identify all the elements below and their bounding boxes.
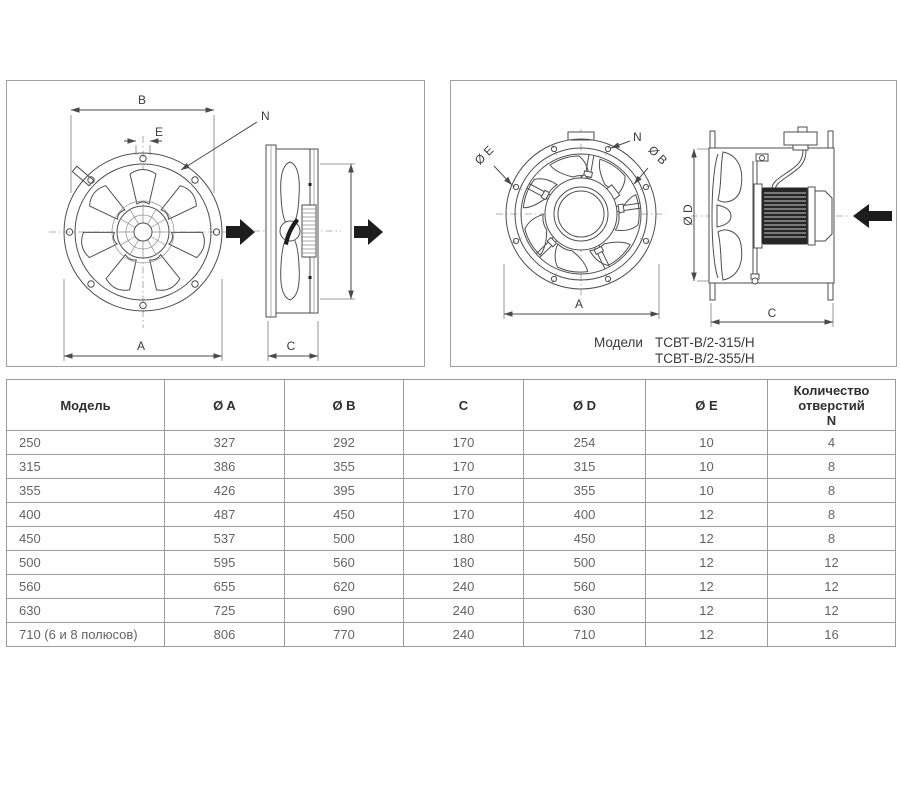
- cell: 500: [524, 551, 646, 575]
- table-row: [7, 599, 896, 623]
- cell: 560: [285, 551, 404, 575]
- label-n: N: [261, 109, 270, 123]
- airflow-arrow-icon: [354, 219, 383, 245]
- cell: 8: [768, 527, 896, 551]
- cell: 254: [524, 431, 646, 455]
- cell: 450: [524, 527, 646, 551]
- cell-model: 560: [7, 575, 165, 599]
- label-n: N: [633, 130, 642, 144]
- table-row: [7, 479, 896, 503]
- blade-profile-upper: [281, 162, 300, 228]
- cell: 500: [285, 527, 404, 551]
- cell: 180: [404, 551, 524, 575]
- dim-label-b: B: [137, 93, 147, 107]
- cell-model: 630: [7, 599, 165, 623]
- header-holes-line: N: [826, 412, 837, 428]
- cell: 655: [165, 575, 285, 599]
- dimension-d: [681, 149, 709, 281]
- dimension-c: [711, 303, 833, 327]
- cell: 806: [165, 623, 285, 647]
- cell: 12: [768, 575, 896, 599]
- cell: 10: [646, 431, 768, 455]
- cell: 292: [285, 431, 404, 455]
- cell: 12: [646, 623, 768, 647]
- fan-side-view: [253, 145, 383, 361]
- airflow-arrow-icon: [226, 219, 255, 245]
- cell: 8: [768, 455, 896, 479]
- cell: 170: [404, 479, 524, 503]
- table-row: [7, 431, 896, 455]
- cell: 450: [285, 503, 404, 527]
- cell: 770: [285, 623, 404, 647]
- motor: [754, 184, 832, 248]
- cell: 426: [165, 479, 285, 503]
- junction-box: [784, 127, 817, 150]
- right-panel-drawing: [451, 81, 894, 364]
- cell-model: 450: [7, 527, 165, 551]
- dim-label-d: Ø D: [681, 204, 695, 226]
- table-row: [7, 527, 896, 551]
- cell: 10: [646, 455, 768, 479]
- dim-label-e: Ø E: [471, 142, 497, 168]
- cell: 620: [285, 575, 404, 599]
- hub-starburst: [117, 206, 169, 258]
- dim-label-c: C: [767, 306, 777, 320]
- cell: 16: [768, 623, 896, 647]
- cell: 12: [646, 503, 768, 527]
- model-name: ТСВТ-В/2-355/Н: [655, 351, 755, 364]
- cell: 710: [524, 623, 646, 647]
- cell: 487: [165, 503, 285, 527]
- dimension-e: [124, 125, 163, 155]
- cell: 170: [404, 431, 524, 455]
- dim-label-a: A: [136, 339, 146, 353]
- cell-model: 315: [7, 455, 165, 479]
- cell: 595: [165, 551, 285, 575]
- cell: 560: [524, 575, 646, 599]
- cell: 240: [404, 623, 524, 647]
- header-model: Модель: [7, 380, 165, 431]
- drawing-panel-left: [6, 80, 425, 367]
- cell: 12: [646, 551, 768, 575]
- cell-model: 710 (6 и 8 полюсов): [7, 623, 165, 647]
- cell: 386: [165, 455, 285, 479]
- callout-e: [472, 143, 512, 185]
- cell-model: 500: [7, 551, 165, 575]
- cell-model: 250: [7, 431, 165, 455]
- cell: 180: [404, 527, 524, 551]
- left-panel-drawing: [7, 81, 422, 364]
- cell: 12: [768, 551, 896, 575]
- cell: 725: [165, 599, 285, 623]
- cell: 12: [768, 599, 896, 623]
- fan-front-view: [472, 129, 670, 319]
- blade-profile-lower: [281, 234, 300, 300]
- cell: 537: [165, 527, 285, 551]
- dimension-c: [268, 321, 318, 361]
- cell-model: 355: [7, 479, 165, 503]
- cell: 170: [404, 455, 524, 479]
- cell: 315: [524, 455, 646, 479]
- cell: 240: [404, 599, 524, 623]
- callout-n: [611, 130, 642, 148]
- header-holes-line: отверстий: [798, 397, 865, 413]
- header-dia-d: Ø D: [524, 380, 646, 431]
- dim-label-a: A: [574, 297, 584, 311]
- dim-label-c: C: [286, 339, 296, 353]
- dim-label-b: Ø B: [645, 142, 671, 168]
- models-caption-block: [594, 335, 755, 364]
- table-row: [7, 575, 896, 599]
- header-holes-line: Количество: [793, 382, 870, 398]
- dimension-inner-dia: [320, 164, 355, 299]
- table-row: [7, 503, 896, 527]
- models-caption: Модели: [594, 335, 643, 350]
- airflow-arrow-icon: [853, 204, 892, 228]
- cell: 10: [646, 479, 768, 503]
- fan-side-view-motor: [681, 127, 892, 327]
- header-dia-e: Ø E: [646, 380, 768, 431]
- table-header-row: [7, 380, 896, 431]
- cell-model: 400: [7, 503, 165, 527]
- header-dia-b: Ø B: [285, 380, 404, 431]
- cell: 12: [646, 599, 768, 623]
- dimensions-table: [6, 379, 896, 647]
- cell: 630: [524, 599, 646, 623]
- cell: 395: [285, 479, 404, 503]
- dim-label-e: E: [155, 125, 164, 139]
- cell: 355: [285, 455, 404, 479]
- cell: 170: [404, 503, 524, 527]
- header-dia-a: Ø A: [165, 380, 285, 431]
- cell: 690: [285, 599, 404, 623]
- callout-n: [181, 109, 270, 170]
- table-row: [7, 551, 896, 575]
- drawing-panel-right: [450, 80, 897, 367]
- table-row: [7, 623, 896, 647]
- cell: 4: [768, 431, 896, 455]
- cell: 12: [646, 575, 768, 599]
- hub-ring: [545, 178, 617, 250]
- cell: 12: [646, 527, 768, 551]
- cell: 400: [524, 503, 646, 527]
- cell: 240: [404, 575, 524, 599]
- callout-b: [634, 143, 670, 184]
- cell: 327: [165, 431, 285, 455]
- header-holes-count: [768, 380, 896, 431]
- header-c: C: [404, 380, 524, 431]
- cell: 8: [768, 503, 896, 527]
- table-row: [7, 455, 896, 479]
- cell: 8: [768, 479, 896, 503]
- fan-front-view: [49, 93, 270, 364]
- model-name: ТСВТ-В/2-315/Н: [655, 335, 755, 350]
- cell: 355: [524, 479, 646, 503]
